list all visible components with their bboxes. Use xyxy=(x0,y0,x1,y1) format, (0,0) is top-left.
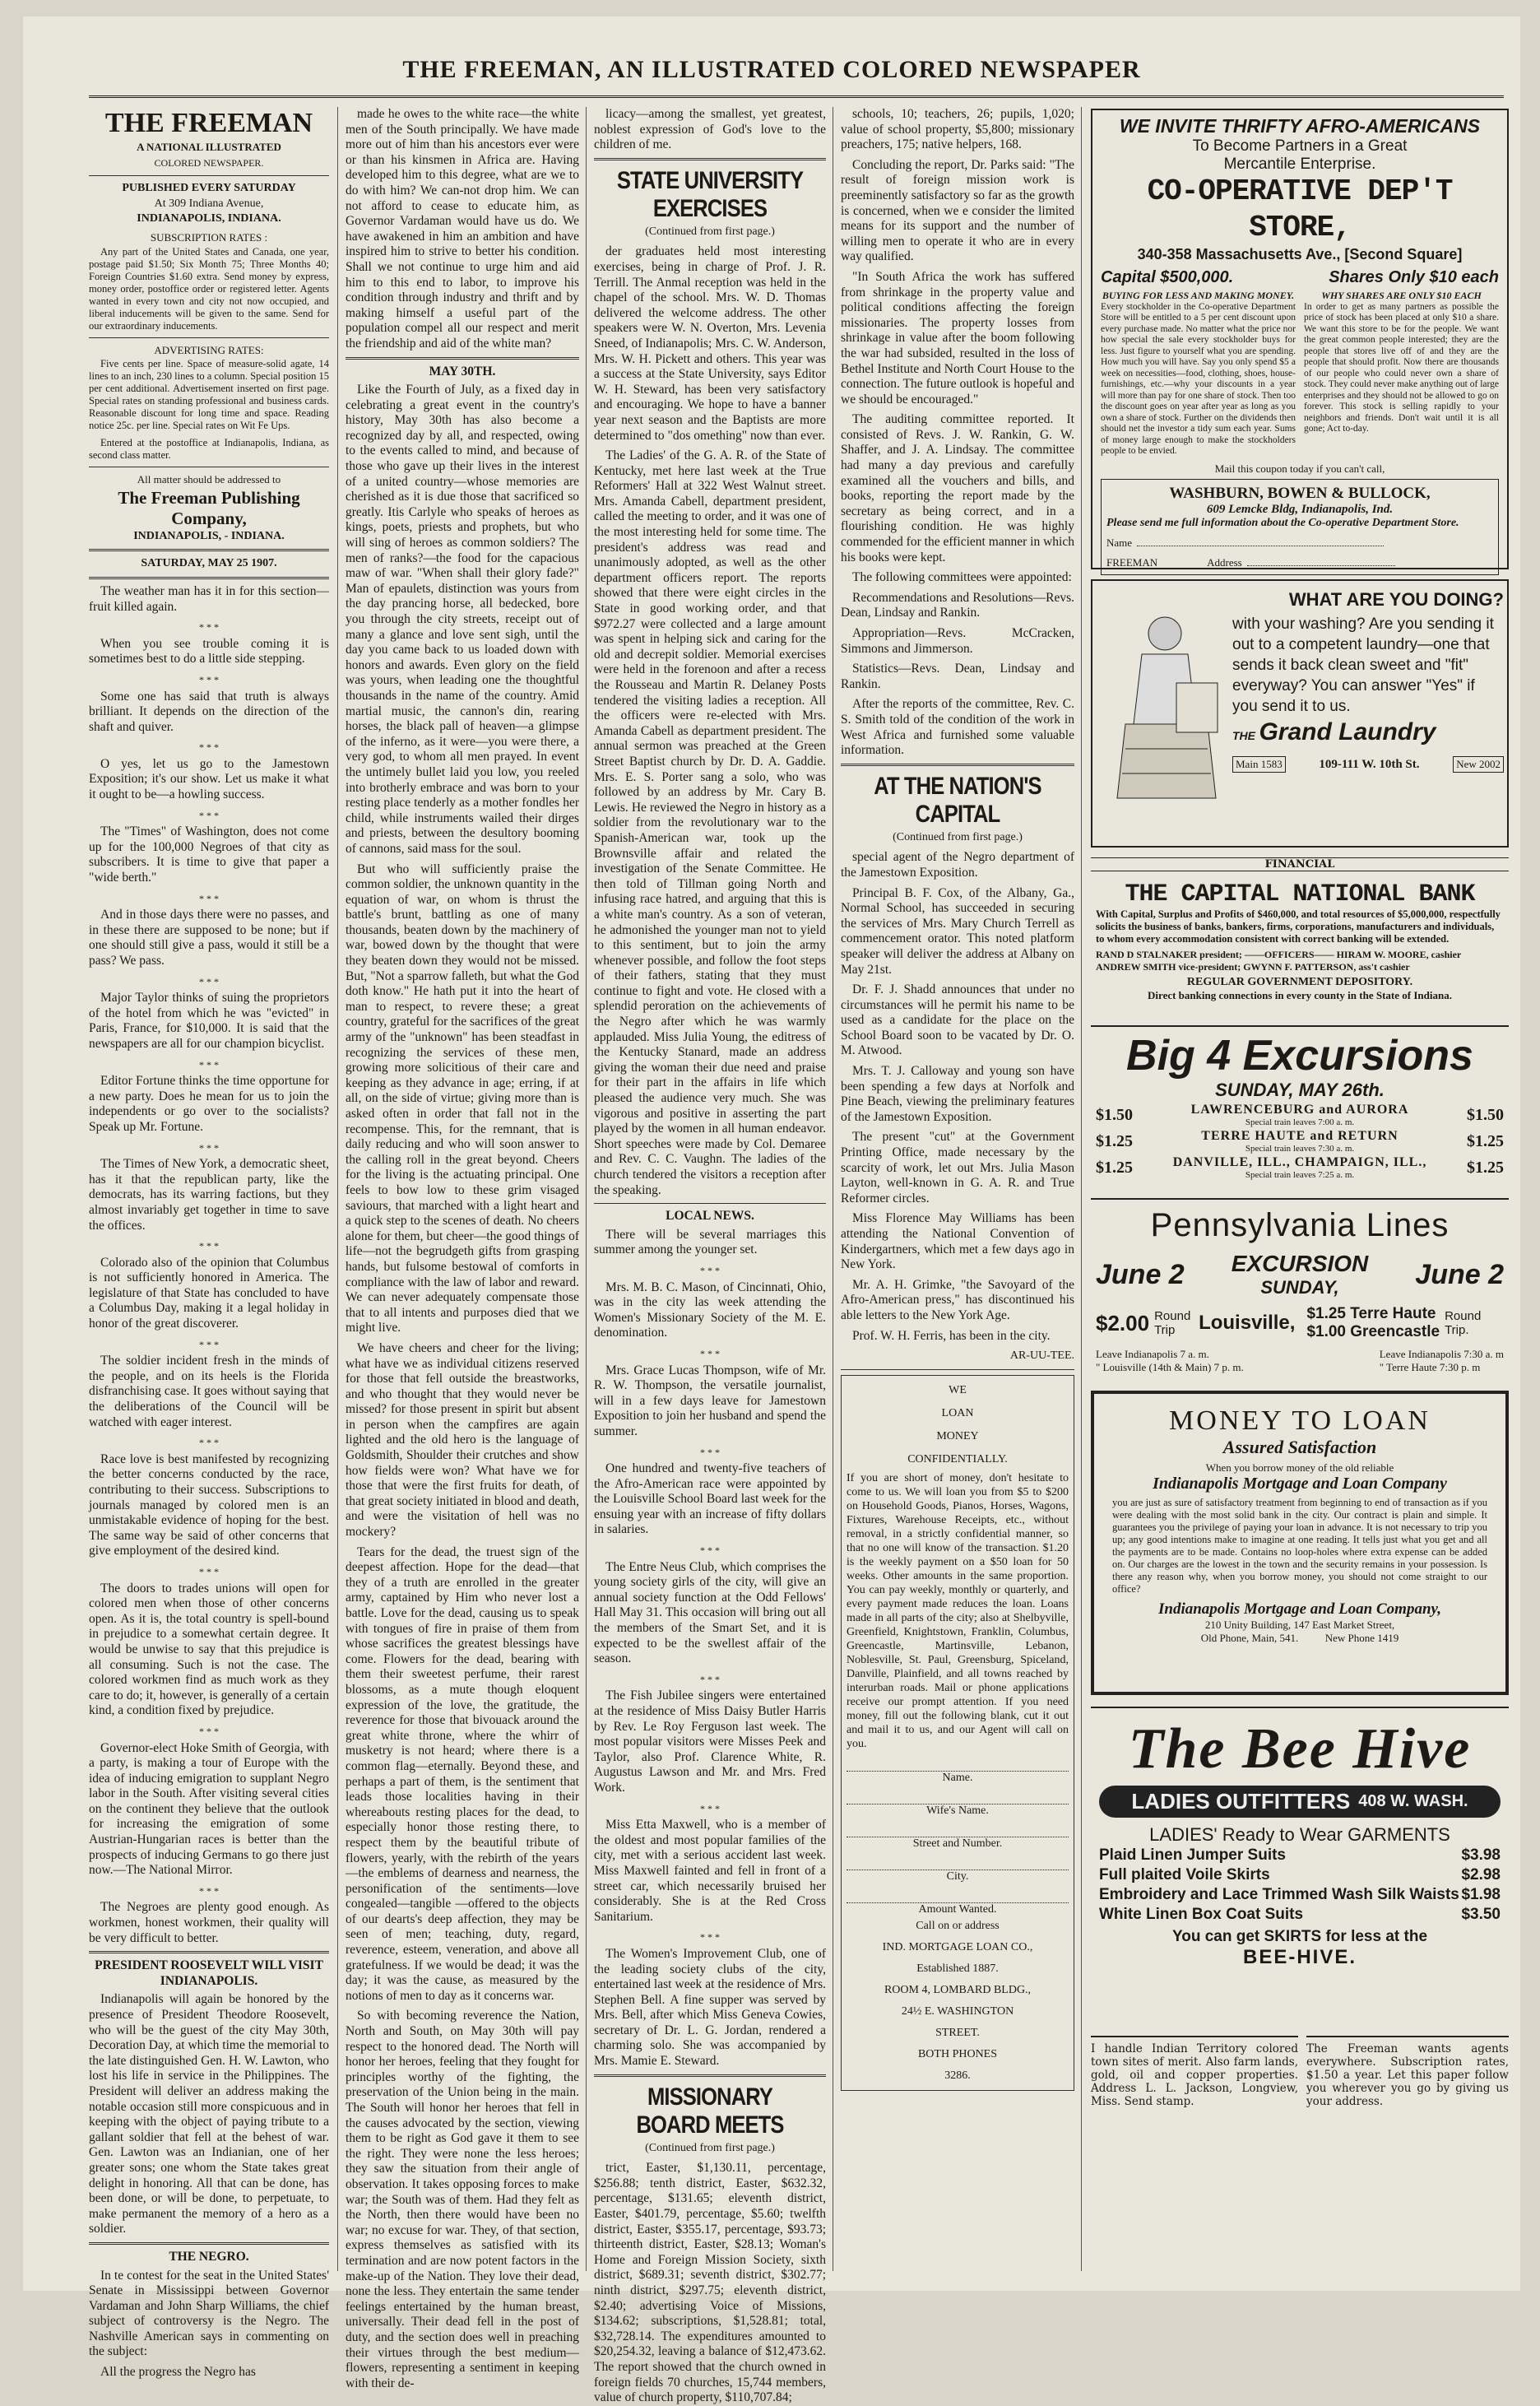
article-paragraph: After the reports of the committee, Rev. C. S. Smith told of the condition of the work in West Africa and furnished some valuable information. xyxy=(841,697,1074,758)
issue-date: SATURDAY, MAY 25 1907. xyxy=(141,557,277,570)
beehive-item-price: $3.50 xyxy=(1461,1906,1501,1923)
laundry-address: 109-111 W. 10th St. xyxy=(1319,757,1420,771)
coop-left-text: Every stockholder in the Co-operative Department Store will be entitled to a 5 per cent discount upon every purchase made. No matter what the price nor how special the sale every stockholder buys for less. Just figure to yourself what you are spending. How much you will have. Say you only spend $5 a week on necessities—food, clothing, shoes, house-furnishings, etc.—why your discounts in a year will more than pay for one share of stock. Then too the discount goes on year after year as long as you own a share of stock. Further on the dividends then should net the investor a tidy sum each year. Sums of money large enough to make the stockholders people to be envied. xyxy=(1101,301,1296,456)
article-paragraph: Dr. F. J. Shadd announces that under no circumstances will he permit his name to be used as a candidate for the place on the School Board soon to be vacated by Dr. O. M. Atwood. xyxy=(841,982,1074,1058)
article-paragraph: The following committees were appointed: xyxy=(852,570,1072,585)
loan-footer-line: Call on or address xyxy=(916,1919,1000,1932)
published-line: PUBLISHED EVERY SATURDAY xyxy=(122,182,296,195)
loan-form-field[interactable] xyxy=(847,1825,1069,1850)
rates-heading: SUBSCRIPTION RATES : xyxy=(150,230,268,244)
coop-freeman-label: FREEMAN xyxy=(1106,555,1158,569)
article-paragraph: The Ladies' of the G. A. R. of the State of Kentucky, met here last week at the True Reformers' Hall at 322 West Walnut street. Mrs. Amanda Cabell, department president, called the meeting to order, and it was one of the most interesting held for some time. The president's address was read and unanimously adopted, as well as the other department officers report. The reports showed that there were eight circles in the State in good working order, and that $972.27 were collected and a large amount was spent in helping sick and caring for the old and decrepit soldier. Memorial exercises were held in the forenoon and after a recess the Rousseau and Martin R. Delaney Posts tendered the visiting ladies a reception. All the officers were re-elected with Mrs. Amanda Cabell as department president. The annual sermon was preached at the Green Street Baptist church by Dr. D. A. Gaddie. Mrs. E. S. Porter sang a solo, who was followed by an address by Mr. Cary B. Lewis. He reviewed the Negro in history as a soldier from the revolutionary war to the Spanish-American war, took up the Brownsville affair and related the investigation of the Senate Committee. He then told of Tillman going North and infusing race hatred, and arguing that this is a white man's country. As a son of veteran, he admonished the younger man not to yield to this sentiment, but to join the army whenever possible, and follow the foot steps of their fathers, stating that they must continue to fight and vote. He closed with a splendid peroration on the achievements of the Negro after which he was warmly applauded. Miss Julia Young, the editress of the Kentucky Stanard, made an address giving the woman their due need and praise for their part in the affairs in life which pleased the audience very much. She was vigorous and positive in asserting the part played by the women in all human endeavor. Short speeches were made by Col. Demaree and Rev. C. C. Vaughn. The ladies of the church tendered the visitors a reception after the speaking. xyxy=(594,448,826,1197)
beehive-item xyxy=(1099,1905,1501,1925)
entered-notice: Entered at the postoffice at Indianapolis, Indiana, as second class matter. xyxy=(89,437,329,462)
loan-form-field[interactable] xyxy=(847,1792,1069,1817)
big4-row xyxy=(1096,1103,1504,1127)
coop-name-label: Name xyxy=(1106,536,1133,549)
separator-stars: * * * xyxy=(199,1437,219,1449)
loan-form-label: Street and Number. xyxy=(912,1837,1003,1850)
penn-excursion: EXCURSION xyxy=(1231,1251,1369,1276)
loan-footer-line: Established 1887. xyxy=(916,1962,999,1975)
paper-title: THE FREEMAN xyxy=(104,108,313,138)
penn-greencastle: $1.00 Greencastle xyxy=(1306,1323,1440,1340)
bank-officers: RAND D STALNAKER president; ——OFFICERS—— HIRAM W. MOORE, cashier ANDREW SMITH vice-president; GWYNN F. PATTERSON, ass't cashier xyxy=(1096,949,1462,973)
penn-leave-3: Leave Indianapolis 7:30 a. m xyxy=(1379,1348,1504,1360)
loan-heading-line: LOAN xyxy=(941,1406,974,1419)
editorial-paragraph: Some one has said that truth is always brilliant. It depends on the direction of the shaft and quiver. xyxy=(89,689,329,734)
beehive-item-price: $3.98 xyxy=(1461,1846,1501,1864)
state-university-heading: STATE UNIVERSITY EXERCISES xyxy=(616,166,804,222)
laundry-the: THE xyxy=(1232,729,1255,742)
big4-price-right: $1.50 xyxy=(1467,1105,1504,1124)
separator-stars: * * * xyxy=(700,1446,720,1458)
penn-leave-1: Leave Indianapolis 7 a. m. xyxy=(1096,1348,1209,1360)
article-paragraph: Mr. A. H. Grimke, "the Savoyard of the Afro-American press," has discontinued his able letters to the New York Age. xyxy=(841,1277,1074,1322)
coop-firm: WASHBURN, BOWEN & BULLOCK, xyxy=(1169,484,1431,502)
beehive-name: The Bee Hive xyxy=(1128,1717,1472,1781)
article-paragraph: The present "cut" at the Government Printing Office, made necessary by the scarcity of work, let out Mrs. Julia Mason Layton, well-known in G. A. R. and True Reformer circles. xyxy=(841,1130,1074,1205)
article-paragraph: But who will sufficiently praise the common soldier, the unknown quantity in the equation of war, on whom is thrust the battle's brunt, battling as one of many thousands, beaten down by the machinery of war, bowed down by the thought that were they beaten down they would not be missed. But, "Not a sparrow falleth, but what the God doth know." He hath put it into the heart of man to respect, to revere these; a great country, grateful for the sacrifices of the great army of the "unknown" has been steadfast in recognizing the services of these men, growing more solicitious of their care and keeping as they advance in age; erring, if at all, on the side of virtue; giving more than is asked often in order that fall not in the recompense. This, for the remnant, that is daily reducing and who will soon answer to the calling roll in the great beyond. Cheers for the living is the actuating principal. One feels to bow low to these grim visaged saviours, that marched with a light heart and a quick step to the scenes of death. No cheers alone for them, but cheer—the good things of life—not the begrudgeth gifts from grasping hands, but fulsome bestowal of comforts in compliance with the law of labor and reward. We can never adequately compensate those that to all intents and purposes died that we might live. xyxy=(346,862,579,1335)
advertising-rates: Five cents per line. Space of measure-solid agate, 14 lines to an inch, 230 lines to a column. Special position 15 per cent additional. Advertisement inserted on first page. Special rates on standing professional and business cards. Reasonable discount for long time and space. Reading notice 25c. per line. Special rates on Wit Fe Ups. xyxy=(89,358,329,432)
big4-price: $1.25 xyxy=(1096,1131,1133,1150)
coop-address-label: Address xyxy=(1207,555,1242,569)
penn-destination: Louisville, xyxy=(1199,1312,1296,1334)
separator-stars: * * * xyxy=(199,621,219,634)
editorial-paragraph: Major Taylor thinks of suing the proprietors of the hotel from which he was "evicted" in Paris, France, for $10,000. It is said that the newspapers are all for our champion bicyclist. xyxy=(89,991,329,1051)
separator-stars: * * * xyxy=(199,1725,219,1737)
article-paragraph: Like the Fourth of July, as a fixed day in celebrating a great event in the country's history, May 30th has also become a recognized day by all, and respected, owing to the events called to mind, and because of those who gave up their lives in the interest of a united country—whose memories are cherished as it is due those that sacrificed so greatly. Itis Carlyle who speaks of heroes as kings, poets, priests and prophets, but who will sing of heroes as common soldiers? The men of ranks?—the food for the capacious maw of war. "When shall their glory fade?" Man of epaulets, distinction was yours from the day prancing horse, all bedecked, bore you through the city streets, receipt out of many a glance and love sent sigh, until the day you came back to us loaded down with honors and awards. Even glory on the field was yours, when leading one the thoughtful thousands in the name of the country. Amid martial music, the cannon's din, rearing horses, the black pall of heaven—a glimpse of the inferno, as it were—you were there, a very god, to whom all men prayed. In event the untimely bullet laid you low, you reeled into brotherly embrace and was born to your resting place tenderly as a mother fondles her child, while instruments wailed their dirges and priests, between the desultory booming of cannons, said mass for the soul. xyxy=(346,383,579,856)
masthead: THE FREEMAN, AN ILLUSTRATED COLORED NEWSPAPER xyxy=(402,56,1141,83)
big4-row xyxy=(1096,1155,1504,1180)
capital-continued: (Continued from first page.) xyxy=(893,830,1023,843)
article-paragraph: Miss Florence May Williams has been attending the National Convention of Kindergartners, which met a few days ago in New York. xyxy=(841,1211,1074,1272)
coop-shares: Shares Only $10 each xyxy=(1329,268,1499,286)
mtg-phones: Old Phone, Main, 541. New Phone 1419 xyxy=(1200,1632,1399,1644)
loan-form xyxy=(847,1759,1069,1916)
masthead-rule xyxy=(89,95,1504,98)
separator-stars: * * * xyxy=(199,1338,219,1350)
coop-address: 340-358 Massachusetts Ave., [Second Square] xyxy=(1137,246,1463,262)
penn-heading: Pennsylvania Lines xyxy=(1150,1207,1450,1243)
article-paragraph: Prof. W. H. Ferris, has been in the city. xyxy=(852,1328,1051,1343)
big4-price: $1.25 xyxy=(1096,1158,1133,1177)
penn-leave-2: " Louisville (14th & Main) 7 p. m. xyxy=(1096,1361,1244,1373)
beehive-item-label: Embroidery and Lace Trimmed Wash Silk Waists xyxy=(1099,1886,1459,1903)
publisher-name: The Freeman Publishing xyxy=(118,487,300,508)
loan-form-label: Wife's Name. xyxy=(926,1804,989,1817)
roosevelt-heading: PRESIDENT ROOSEVELT WILL VISIT INDIANAPOLIS. xyxy=(95,1958,323,1988)
editorial-paragraph: The "Times" of Washington, does not come up for the 100,000 Negroes of that city as subscribers. It is time to give that paper a "wide berth." xyxy=(89,824,329,885)
big4-train: Special train leaves 7:30 a. m. xyxy=(1245,1144,1355,1154)
beehive-skirts: You can get SKIRTS for less at the xyxy=(1171,1928,1428,1945)
article-paragraph: So with becoming reverence the Nation, North and South, on May 30th will pay respect to the honored dead. The North will honor her heroes, feeling that they fought for principles worthy of the fighting, the preservation of the Union being in the main. The South will honor her heroes that fell in the causes advocated by the section, viewing them to be right as God gave it them to see the right. They were none the less heroes; they saw the situation from their angle of observation. It takes opposing forces to make war; the South was of them. Had they felt as the North, then there would have been no war; no excuse for war. They, of that section, express themselves as satisfied with its termination and are now potent factors in the make-up of the Nation. They love their dead, none the less. They entertain the same tender feelings entertained by the human breast, universally. Their dead fell in the post of duty, and the section does well in preaching their virtues through the best medium—flowers, representing a sentiment in keeping with their de- xyxy=(346,2009,579,2390)
editorial-paragraph: The doors to trades unions will open for colored men when those of other concerns open. As it is, the total country is spell-bound in prejudice to a somewhat certain degree. It would be unwise to say that this prejudice is all consuming. Such is not the case. The colored workmen find as much work as they care to do; it, however, is generally of a certain kind, a condition fixed by prejudice. xyxy=(89,1581,329,1718)
local-news-item: The Entre Neus Club, which comprises the young society girls of the city, will give an annual society function at the Odd Fellows' Hall May 31. This occasion will bring out all the members of the Smart Set, and it is expected to be the swellest affair of the season. xyxy=(594,1559,826,1666)
penn-date-left: June 2 xyxy=(1096,1258,1185,1290)
laundry-main-phone: Main 1583 xyxy=(1232,756,1286,773)
loan-ad-text: If you are short of money, don't hesitate to come to us. We will loan you from $5 to $200 on Household Goods, Pianos, Horses, Wagons, Fixtures, Warehouse Receipts, etc., without removal, in a strictly confidential manner, so that no one will know of the transaction. $1.20 is the weekly payment on a $50 loan for 50 weeks. Other amounts in the same proportion. You can pay weekly, monthly or quarterly, and every payment made reduces the loan. Loans made in all parts of the city; also at Shelbyville, Greenfield, Knightstown, Franklin, Columbus, Greencastle, Martinsville, Lebanon, Noblesville, St. Paul, Greensburg, Spiceland, Danville, Plainfield, and all towns reached by interurban roads. Mail or phone applications receive our prompt attention. If you need money, fill out the following blank, cut it out and mail it to us, and our Agent will call on you. xyxy=(847,1471,1069,1750)
separator-stars: * * * xyxy=(700,1673,720,1685)
editorial-paragraph: Governor-elect Hoke Smith of Georgia, with a party, is making a tour of Europe with the idea of inducing emigration to supplant Negro labor in the South. After visiting several cities on the continent they believe that the outlook for increasing the emigration of some Austrian-Hungarian races is better than the prospects of inducing Germans to go there just now.—The National Mirror. xyxy=(89,1740,329,1878)
article-paragraph: licacy—among the smallest, yet greatest, noblest expression of God's love to the children of me. xyxy=(594,107,826,152)
coop-coupon-line: Mail this coupon today if you can't call, xyxy=(1214,462,1385,475)
bank-direct: Direct banking connections in every county in the State of Indiana. xyxy=(1148,989,1452,1001)
article-paragraph: Tears for the dead, the truest sign of the deepest affection. Hope for the dead—that they of a truth are enrolled in the greater army, captained by Him who never lost a battle. Love for the dead, causing us to speak with tongues of fire in praise of them from whose sacrifices the greatest blessings have come. Flowers for the dead, bearing with them their sweetest perfume, their rarest blossoms, as a mute though eloquent expression of the love, the gratitude, the reverence for those that bivouack around the great white throne, where the whirr of musketry is not heard; where there is a common flag—eternally. Beyond these, and perhaps a part of them, is the sentiment that leads those localities having in their whereabouts resting places for the dead, to especially honor those resting there, to respect them by the beautiful tribute of flowers, yearly, with the rebirth of the years—the emblems of dearness and nearness, the personification of the sentiments—love congealed—tangible —offered to the objects of our dearts's deep affection, they may be seen of men; teaching, duty, regard, reverence, esteem, veneration, and above all gratefulness. If we would be dead; it was the day; it was the cause, as measured by the notions of men to day as it concerns war. xyxy=(346,1544,579,2003)
addressed-line: All matter should be addressed to xyxy=(137,473,281,486)
big4-destination: LAWRENCEBURG and AURORA xyxy=(1190,1103,1409,1117)
mtg-text: you are just as sure of satisfactory treatment from beginning to end of transaction as if you were dealing with the most solid bank in the city. Our contract is plain and simple. It guarantees you the privilege of paying your loan in advance. It is not necessary to trip you up; any good intentions make to imagine at one reading. It tells just what you get and all the payments are to be made. Contains no loop-holes where extra expense can be added on. Our charges are the lowest in the town and the security remains in your possession. Is there any reason why, when you borrow money, you should not come straight to our office? xyxy=(1112,1497,1487,1595)
beehive-item xyxy=(1099,1885,1501,1905)
article-paragraph: All the progress the Negro has xyxy=(100,2365,256,2380)
loan-ad-heading xyxy=(847,1379,1069,1471)
capital-heading: AT THE NATION'S CAPITAL xyxy=(874,772,1041,828)
missionary-continued: (Continued from first page.) xyxy=(645,2141,775,2154)
coop-why-head: WHY SHARES ARE ONLY $10 EACH xyxy=(1321,290,1482,301)
separator-stars: * * * xyxy=(199,1058,219,1071)
bank-text: With Capital, Surplus and Profits of $460,000, and total resources of $5,000,000, respectfully solicits the business of banks, bankers, firms, corporations, manufacturers and individuals, to whom every accommodation consistent with correct banking will be extended. xyxy=(1096,908,1501,945)
laundry-woman-illustration xyxy=(1101,609,1224,806)
beehive-item xyxy=(1099,1846,1501,1865)
column-rule xyxy=(337,107,338,2271)
article-paragraph: Indianapolis will again be honored by the presence of President Theodore Roosevelt, who will be the guest of the city May 30th, Decoration Day, at which time the memorial to the late distinguished Gen. H. W. Lawton, who lost his life in service in the Philippines. The President will deliver an address making the notable occasion still more conspicuous and in keeping with the object of paying tribute to a gallant soldier that fell at the behest of war. Gen. Lawton was an Indianian, one of her greater sons; one whom the State takes great delight in honoring. All that can be done, has been done, or will be done, to perpetuate, to make permanent the memory of a hero as a soldier. xyxy=(89,1992,329,2236)
separator-stars: * * * xyxy=(199,741,219,754)
local-news-item: The Fish Jubilee singers were entertained at the residence of Miss Daisy Butler Harris by Rev. Le Roy Ferguson last week. The most popular visitors were Misses Peek and Taylor, also Prof. Clarence White, R. Augustus Lawson and Mr. and Mrs. Fred Work. xyxy=(594,1688,826,1795)
indian-territory-ad: I handle Indian Territory colored town sites of merit. Also farm lands, gold, oil and copper properties. Address L. L. Jackson, Longview, Miss. Send stamp. xyxy=(1091,2036,1298,2108)
coop-firm-text: Please send me full information about the Co-operative Department Store. xyxy=(1106,516,1459,529)
mtg-satisfaction: Assured Satisfaction xyxy=(1222,1437,1377,1457)
coop-right-text: In order to get as many partners as possible the price of stock has been placed at only $10 a share. We want this store to be for the people. We want the great common people interested; they are the people that stores live off of and they are the people that should profit. Now there are thousands of our people who could never own a share of stock. They could never make anything out of large enterprises and they should not be allowed to go on forever. This stock is selling rapidly to your neighbors and friends. Don't wait until it is all gone; Act to-day. xyxy=(1304,301,1499,434)
big4-price-right: $1.25 xyxy=(1467,1158,1504,1177)
laundry-new-phone: New 2002 xyxy=(1453,756,1504,773)
loan-footer-line: BOTH PHONES xyxy=(917,2047,998,2060)
article-paragraph: trict, Easter, $1,130.11, percentage, $256.88; tenth district, Easter, $632.32, percentage, $131.65; eleventh district, Easter, $401.79, percentage, $5.60; twelfth district, Easter, $355.17, percentage, $93.73; thirteenth district, Easter, $28.13; Woman's Home and Foreign Mission Society, sixth district, $689.31; seventh district, $302.77; ninth district, $297.75; eleventh district, $2.40; advertising Voice of Missions, $134.62; subscriptions, $1,528.81; total, $32,728.14. The expenditures amounted to $20,254.32, leaving a balance of $12,473.62. The report showed that the church owned in foreign fields 70 churches, 15,744 members, value of church property, $110,707.84; xyxy=(594,2161,826,2405)
coop-coupon[interactable] xyxy=(1101,479,1499,575)
local-news-item: One hundred and twenty-five teachers of the Afro-American race were appointed by the Louisville School Board last week for the ensuing year with an increase of fifty dollars in salaries. xyxy=(594,1461,826,1537)
coop-store-name: CO-OPERATIVE DEP'T STORE, xyxy=(1147,174,1453,244)
capital-national-bank-ad xyxy=(1091,876,1509,1017)
beehive-address: 408 W. WASH. xyxy=(1358,1792,1468,1810)
state-continued: (Continued from first page.) xyxy=(645,225,775,238)
loan-footer-line: 24½ E. WASHINGTON xyxy=(901,2004,1014,2018)
loan-form-label: Amount Wanted. xyxy=(918,1902,997,1916)
bank-name: THE CAPITAL NATIONAL BANK xyxy=(1125,880,1475,908)
loan-form-label: Name. xyxy=(942,1771,973,1784)
loan-ad xyxy=(841,1375,1074,2091)
editorial-paragraph: Editor Fortune thinks the time opportune for a new party. Does he mean for us to join the independents or go over to the socialists? Speak up Mr. Fortune. xyxy=(89,1074,329,1134)
article-paragraph: Appropriation—Revs. McCracken, Simmons and Jimmerson. xyxy=(841,626,1074,656)
beehive-item-price: $1.98 xyxy=(1461,1886,1501,1903)
coop-heading: WE INVITE THRIFTY AFRO-AMERICANS xyxy=(1119,115,1481,137)
article-paragraph: Mrs. T. J. Calloway and young son have been spending a few days at Norfolk and Pine Beach, viewing the preliminary features of the Jamestown Exposition. xyxy=(841,1064,1074,1124)
cooperative-store-ad xyxy=(1091,109,1509,569)
separator-stars: * * * xyxy=(700,1802,720,1814)
loan-footer-line: STREET. xyxy=(935,2026,980,2039)
bank-depository: REGULAR GOVERNMENT DEPOSITORY. xyxy=(1186,976,1413,988)
article-paragraph: In te contest for the seat in the United States' Senate in Mississippi between Governor Vardaman and John Sharp Williams, the chief subject of controversy is the Negro. The Nashville American says in commenting on the subject: xyxy=(89,2268,329,2359)
penn-round-trip-2: Round Trip. xyxy=(1445,1309,1482,1337)
local-news-article xyxy=(594,1228,826,2069)
financial-label: FINANCIAL xyxy=(1091,857,1509,871)
big4-price-right: $1.25 xyxy=(1467,1131,1504,1150)
article-paragraph: der graduates held most interesting exercises, being in charge of Prof. J. R. Terrill. The Anmal reception was held in the chapel of the school. Mrs. W. D. Thomas delivered the welcome address. The other speakers were W. N. Overton, Mrs. Levenia Sneed, of Indianapolis; Mrs. C. W. Anderson, Mrs. W. H. Pickett and others. This year was a success at the State University, says Editor W. H. Steward, has been very satisfactory and encouraging. We hope to have a banner year next season and the Baptists are more determined to "dos omething" now than ever. xyxy=(594,244,826,443)
separator-stars: * * * xyxy=(199,1240,219,1252)
coop-address-field[interactable] xyxy=(1247,565,1395,566)
separator-stars: * * * xyxy=(199,673,219,685)
mtg-company-2: Indianapolis Mortgage and Loan Company, xyxy=(1158,1600,1441,1618)
column-4 xyxy=(841,107,1074,2279)
separator-stars: * * * xyxy=(199,1565,219,1577)
loan-form-field[interactable] xyxy=(847,1858,1069,1883)
article-paragraph: We have cheers and cheer for the living; what have we as individual citizens reserved for those that fell outside the breastworks, and who thought that they would never be missed? for those present in spirit but absent in person when the campfires are again lighted and the old hero is the language of Goldsmith, Shoulder their crutches and show how fields were won? What have we for those that were the first fruits for death, of that great society initiated in blood and death, and were the visitation of hell was no mockery? xyxy=(346,1340,579,1540)
article-paragraph: made he owes to the white race—the white men of the South principally. We have made more out of him than his ancestors ever were or than his kinsmen in Africa are. Having developed him to this degree, what are we to do with him? We can-not drop him. We can not afford to cease to educate him, as Governor Vardaman would have us do. We have awakened in him an ambition and have inspired him to strive to better his condition. Shall we not continue to urge him and aid him to this end to labor, to improve his condition through industry and thrift and by making himself a useful part of the population compel all our respect and merit the friendship and aid of the white man? xyxy=(346,107,579,351)
signoff: AR-UU-TEE. xyxy=(1009,1349,1074,1363)
pennsylvania-lines-ad xyxy=(1091,1198,1509,1379)
separator-stars: * * * xyxy=(700,1347,720,1359)
beehive-item-label: White Linen Box Coat Suits xyxy=(1099,1906,1304,1923)
beehive-item-label: Plaid Linen Jumper Suits xyxy=(1099,1846,1286,1864)
capital-article xyxy=(841,850,1074,1344)
big4-destination: TERRE HAUTE and RETURN xyxy=(1201,1129,1399,1143)
beehive-bee: BEE-HIVE. xyxy=(1242,1946,1357,1968)
mtg-company: Indianapolis Mortgage and Loan Company xyxy=(1153,1475,1447,1493)
editorial-paragraph: Race love is best manifested by recognizing the better concerns conducted by the race, contributing to their success. Subscriptions to journals managed by colored men is an unmistakable evidence of hoping for the best. The same way be said of other concerns that give employment of the desired kind. xyxy=(89,1451,329,1558)
paper-subtitle-2: COLORED NEWSPAPER. xyxy=(154,156,264,169)
loan-heading-line: WE xyxy=(949,1383,967,1396)
mtg-address: 210 Unity Building, 147 East Market Street, xyxy=(1204,1619,1395,1631)
column-2-lead xyxy=(346,107,579,352)
big4-train: Special train leaves 7:00 a. m. xyxy=(1245,1117,1355,1127)
editorial-paragraphs xyxy=(89,584,329,1946)
big4-heading: Big 4 Excursions xyxy=(1126,1032,1473,1080)
loan-footer-line: IND. MORTGAGE LOAN CO., xyxy=(882,1940,1033,1953)
local-news-item: The Women's Improvement Club, one of the leading society clubs of the city, entertained last week at the residence of Mrs. Stephen Bell. A fine supper was served by Mrs. Bell, after which Miss Geneva Cowies, secretary of Dr. L. G. Jordan, rendered a charming solo. She was accompanied by Mrs. Mamie E. Steward. xyxy=(594,1946,826,2069)
big4-row xyxy=(1096,1129,1504,1154)
mtg-when: When you borrow money of the old reliable xyxy=(1205,1461,1394,1474)
penn-price: $2.00 xyxy=(1096,1310,1150,1335)
subscription-rates: Any part of the United States and Canada, one year, postage paid $1.50; Six Month 75; Three Months 40; Foreign Countries $1.60 extra. Send money by express, money order, postoffice order or registered letter. Agents wanted in every town and city not now occupied, and liberal inducements will be given to the same. Send for our extraordinary inducements. xyxy=(89,245,329,332)
loan-footer-line: ROOM 4, LOMBARD BLDG., xyxy=(884,1983,1032,1996)
penn-sunday: SUNDAY, xyxy=(1260,1277,1339,1298)
mtg-heading: MONEY TO LOAN xyxy=(1169,1405,1431,1436)
loan-form-field[interactable] xyxy=(847,1759,1069,1784)
editorial-paragraph: Colorado also of the opinion that Columbus is not sufficiently honored in America. The legislature of that State has concluded to have a Columbus Day, making it a legal holiday in honor of the great discoverer. xyxy=(89,1255,329,1331)
coop-capital: Capital $500,000. xyxy=(1101,268,1234,286)
article-paragraph: Recommendations and Resolutions—Revs. Dean, Lindsay and Rankin. xyxy=(841,590,1074,620)
bee-hive-ad xyxy=(1091,1707,1509,2027)
big4-train: Special train leaves 7:25 a. m. xyxy=(1245,1170,1355,1180)
editorial-paragraph: The Times of New York, a democratic sheet, has it that the republican party, like the democrats, has its warring factions, but they almost invariably get together in time to save the offices. xyxy=(89,1157,329,1233)
loan-heading-line: MONEY xyxy=(936,1429,979,1442)
money-to-loan-ad xyxy=(1091,1391,1509,1695)
beehive-items xyxy=(1099,1846,1501,1925)
penn-round-trip: Round Trip xyxy=(1154,1309,1191,1337)
article-paragraph: Concluding the report, Dr. Parks said: "The result of foreign mission work is preeminently satisfactory so far as the growth is concerned, when we e consider the limited means for its support and the number of willing men to operate it who are in every way qualified. xyxy=(841,157,1074,264)
separator-stars: * * * xyxy=(700,1544,720,1557)
big4-rows xyxy=(1096,1103,1504,1180)
coop-line3: Mercantile Enterprise. xyxy=(1223,156,1376,173)
separator-stars: * * * xyxy=(199,975,219,987)
separator-stars: * * * xyxy=(199,892,219,904)
laundry-heading: WHAT ARE YOU DOING? xyxy=(1288,589,1504,610)
beehive-outfitters: LADIES OUTFITTERS xyxy=(1131,1789,1351,1814)
editorial-paragraph: The Negroes are plenty good enough. As workmen, honest workmen, their quality will be very difficult to better. xyxy=(89,1900,329,1945)
loan-footer-line: 3286. xyxy=(944,2069,971,2082)
city-line: INDIANAPOLIS, INDIANA. xyxy=(137,212,281,225)
penn-leave-4: " Terre Haute 7:30 p. m xyxy=(1379,1361,1481,1373)
penn-terre-haute: $1.25 Terre Haute xyxy=(1306,1305,1436,1322)
local-news-item: Miss Etta Maxwell, who is a member of the oldest and most popular families of the city, met with a serious accident last week. Miss Maxwell fainted and fell in front of a street car, which necessarily bruised her considerably. She is at the Red Cross Sanitarium. xyxy=(594,1818,826,1924)
negro-article xyxy=(89,2269,329,2380)
negro-heading: THE NEGRO. xyxy=(169,2249,249,2264)
loan-form-label: City. xyxy=(946,1870,969,1883)
grand-laundry-ad xyxy=(1091,579,1509,848)
loan-heading-line: CONFIDENTIALLY. xyxy=(907,1452,1008,1465)
penn-date-right: June 2 xyxy=(1415,1258,1504,1290)
big4-destination: DANVILLE, ILL., CHAMPAIGN, ILL., xyxy=(1172,1155,1427,1169)
article-paragraph: Principal B. F. Cox, of the Albany, Ga., Normal School, has succeeded in securing the services of Mrs. Mary Church Terrell as commencement orator. This noted platform speaker will deliver the address at Albany on May 21st. xyxy=(841,885,1074,977)
local-news-item: Mrs. M. B. C. Mason, of Cincinnati, Ohio, was in the city las week attending the Women's Missionary Society of the M. E. denomination. xyxy=(594,1280,826,1340)
coop-line2: To Become Partners in a Great xyxy=(1192,137,1408,155)
column-rule xyxy=(586,107,587,2271)
separator-stars: * * * xyxy=(700,1264,720,1276)
publisher-city: INDIANAPOLIS, - INDIANA. xyxy=(133,529,285,542)
beehive-rtw: LADIES' Ready to Wear GARMENTS xyxy=(1149,1824,1450,1845)
state-university-article xyxy=(594,244,826,1198)
column-4-lead xyxy=(841,107,1074,759)
may30-heading: MAY 30TH. xyxy=(429,364,496,379)
editorial-paragraph: The soldier incident fresh in the minds of the people, and on its heels is the Florida disfranchising case. It goes without saying that the deliberations of the Council will be watched with eager interest. xyxy=(89,1354,329,1429)
paper-subtitle: A NATIONAL ILLUSTRATED xyxy=(137,141,281,153)
separator-stars: * * * xyxy=(700,1931,720,1944)
beehive-item xyxy=(1099,1865,1501,1885)
article-paragraph: schools, 10; teachers, 26; pupils, 1,020; value of school property, $5,800; missionary preachers, 175; native helpers, 168. xyxy=(841,107,1074,152)
big4-date: SUNDAY, MAY 26th. xyxy=(1215,1080,1385,1100)
article-paragraph: Statistics—Revs. Dean, Lindsay and Rankin. xyxy=(841,662,1074,691)
separator-stars: * * * xyxy=(199,1884,219,1897)
article-paragraph: "In South Africa the work has suffered from shrinkage in the property value and political conditions affecting the foreign missionaries. The property losses from shrinkage in value after the boom following the war had subsided, resulted in the loss of Bethel Institute and North Court House to the connection. The future outlook is hopeful and we should be encouraged." xyxy=(841,269,1074,406)
publisher-company: Company, xyxy=(171,508,247,528)
advertising-heading: ADVERTISING RATES: xyxy=(154,343,264,356)
agents-wanted-ad: The Freeman wants agents everywhere. Subscription rates, $1.50 a year. Let this paper follow you wherever you go by giving us your address. xyxy=(1306,2036,1509,2108)
article-paragraph: The auditing committee reported. It consisted of Revs. J. W. Rankin, G. W. Shaffer, and J. A. Lindsay. The committee had many a day previous and carefully examined all the vouchers and bills, and books, reporting the report made by the secretary as being correct, and in a flourishing condition. He was highly commended for the efficient manner in which his books were kept. xyxy=(841,412,1074,564)
local-news-item: There will be several marriages this summer among the younger set. xyxy=(594,1227,826,1257)
may30-article xyxy=(346,383,579,2391)
column-3-lead xyxy=(594,107,826,153)
big4-price: $1.50 xyxy=(1096,1105,1133,1124)
column-1 xyxy=(89,107,329,2380)
column-rule xyxy=(1081,107,1082,2271)
local-news-heading: LOCAL NEWS. xyxy=(666,1209,754,1224)
newspaper-page xyxy=(23,16,1520,2405)
separator-stars: * * * xyxy=(199,809,219,821)
separator-stars: * * * xyxy=(199,1141,219,1154)
loan-ad-footer xyxy=(847,1916,1069,2087)
missionary-heading: MISSIONARY BOARD MEETS xyxy=(636,2083,784,2139)
laundry-text: with your washing? Are you sending it out to a competent laundry—one that sends it back clean sweet and "fit" everyway? You can answer "Yes" if you send it to us. xyxy=(1232,615,1494,715)
missionary-article xyxy=(594,2161,826,2406)
column-2 xyxy=(346,107,579,2390)
roosevelt-article xyxy=(89,1992,329,2237)
beehive-item-price: $2.98 xyxy=(1461,1866,1501,1883)
coop-firm-address: 609 Lemcke Bldg, Indianapolis, Ind. xyxy=(1206,502,1394,516)
editorial-paragraph: O yes, let us go to the Jamestown Exposition; it's our show. Let us make it what it ought to be—a howling success. xyxy=(89,756,329,802)
article-paragraph: special agent of the Negro department of the Jamestown Exposition. xyxy=(841,850,1074,880)
beehive-item-label: Full plaited Voile Skirts xyxy=(1099,1866,1270,1883)
coop-buying-head: BUYING FOR LESS AND MAKING MONEY. xyxy=(1102,290,1295,301)
local-news-item: Mrs. Grace Lucas Thompson, wife of Mr. R. W. Thompson, the versatile journalist, will in a few days leave for Jamestown Exposition to join her husband and spend the summer. xyxy=(594,1363,826,1438)
laundry-name: Grand Laundry xyxy=(1259,718,1436,745)
editorial-paragraph: And in those days there were no passes, and in these there are supposed to be none; but if one should still give a pass, would it still be a pass? We pass. xyxy=(89,908,329,968)
column-3 xyxy=(594,107,826,2405)
big4-excursions-ad xyxy=(1091,1025,1509,1187)
office-address: At 309 Indiana Avenue, xyxy=(154,197,264,210)
editorial-paragraph: When you see trouble coming it is sometimes best to do a little side stepping. xyxy=(89,636,329,667)
loan-form-field[interactable] xyxy=(847,1891,1069,1916)
editorial-paragraph: The weather man has it in for this section—fruit killed again. xyxy=(89,583,329,614)
